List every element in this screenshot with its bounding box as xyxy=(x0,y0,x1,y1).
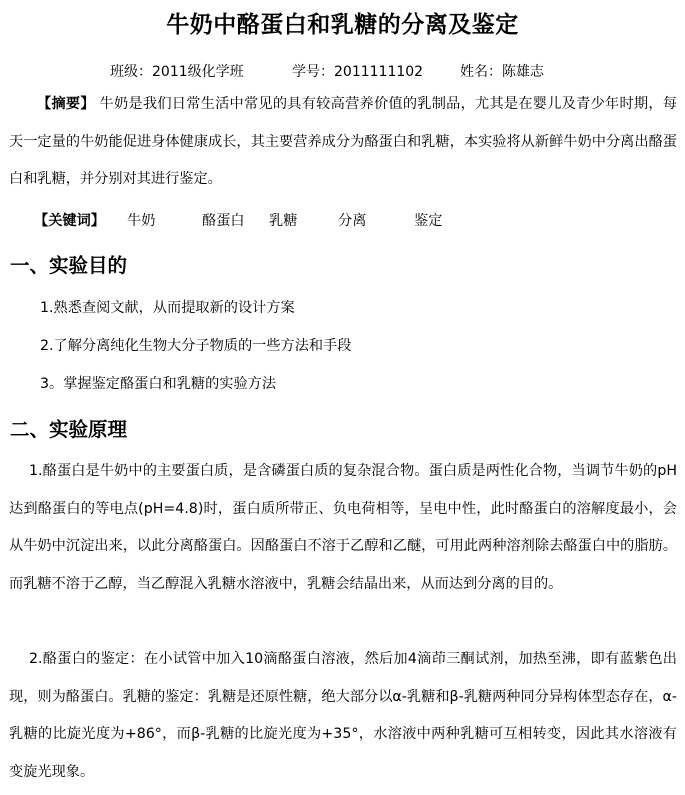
abstract-paragraph xyxy=(9,86,677,199)
author-name: 姓名：陈雄志 xyxy=(460,64,544,80)
abstract-text: 牛奶是我们日常生活中常见的具有较高营养价值的乳制品，尤其是在婴儿及青少年时期，每天一定量的牛奶能促进身体健康成长，其主要营养成分为酪蛋白和乳糖，本实验将从新鲜牛奶中分离出酪蛋白和乳糖，并分别对其进行鉴定。 xyxy=(9,96,677,187)
keywords-label: 【关键词】 xyxy=(34,213,105,229)
keyword-item: 酪蛋白 xyxy=(202,213,245,229)
keyword-item: 分离 xyxy=(338,213,367,229)
purpose-item: 2.了解分离纯化生物大分子物质的一些方法和手段 xyxy=(40,338,352,354)
author-class: 班级：2011级化学班 xyxy=(110,64,244,80)
principle-paragraph: 1.酪蛋白是牛奶中的主要蛋白质，是含磷蛋白质的复杂混合物。蛋白质是两性化合物，当调节牛奶的pH达到酪蛋白的等电点(pH=4.8)时，蛋白质所带正、负电荷相等，呈电中性，此时酪蛋白的溶解度最小，会从牛奶中沉淀出来，以此分离酪蛋白。因酪蛋白不溶于乙醇和乙醚，可用此两种溶剂除去酪蛋白中的脂肪。而乳糖不溶于乙醇，当乙醇混入乳糖水溶液中，乳糖会结晶出来，从而达到分离的目的。 xyxy=(9,463,677,592)
purpose-item: 3。掌握鉴定酪蛋白和乳糖的实验方法 xyxy=(40,376,277,392)
keyword-item: 鉴定 xyxy=(414,213,443,229)
section-heading-principle: 二、实验原理 xyxy=(10,418,128,441)
document-title: 牛奶中酪蛋白和乳糖的分离及鉴定 xyxy=(166,11,519,38)
purpose-item: 1.熟悉查阅文献，从而提取新的设计方案 xyxy=(40,300,295,316)
keyword-item: 乳糖 xyxy=(269,213,298,229)
keyword-item: 牛奶 xyxy=(127,213,156,229)
abstract-label: 【摘要】 xyxy=(37,96,95,112)
principle-paragraph: 2.酪蛋白的鉴定：在小试管中加入10滴酪蛋白溶液，然后加4滴茚三酮试剂，加热至沸，即有蓝紫色出现，则为酪蛋白。乳糖的鉴定：乳糖是还原性糖，绝大部分以α-乳糖和β-乳糖两种同分异构体型态存在，α-乳糖的比旋光度为+86°，而β-乳糖的比旋光度为+35°，水溶液中两种乳糖可互相转变，因此其水溶液有变旋光现象。 xyxy=(9,651,677,780)
section-heading-purpose: 一、实验目的 xyxy=(10,254,128,277)
author-student-id: 学号：2011111102 xyxy=(292,64,424,80)
